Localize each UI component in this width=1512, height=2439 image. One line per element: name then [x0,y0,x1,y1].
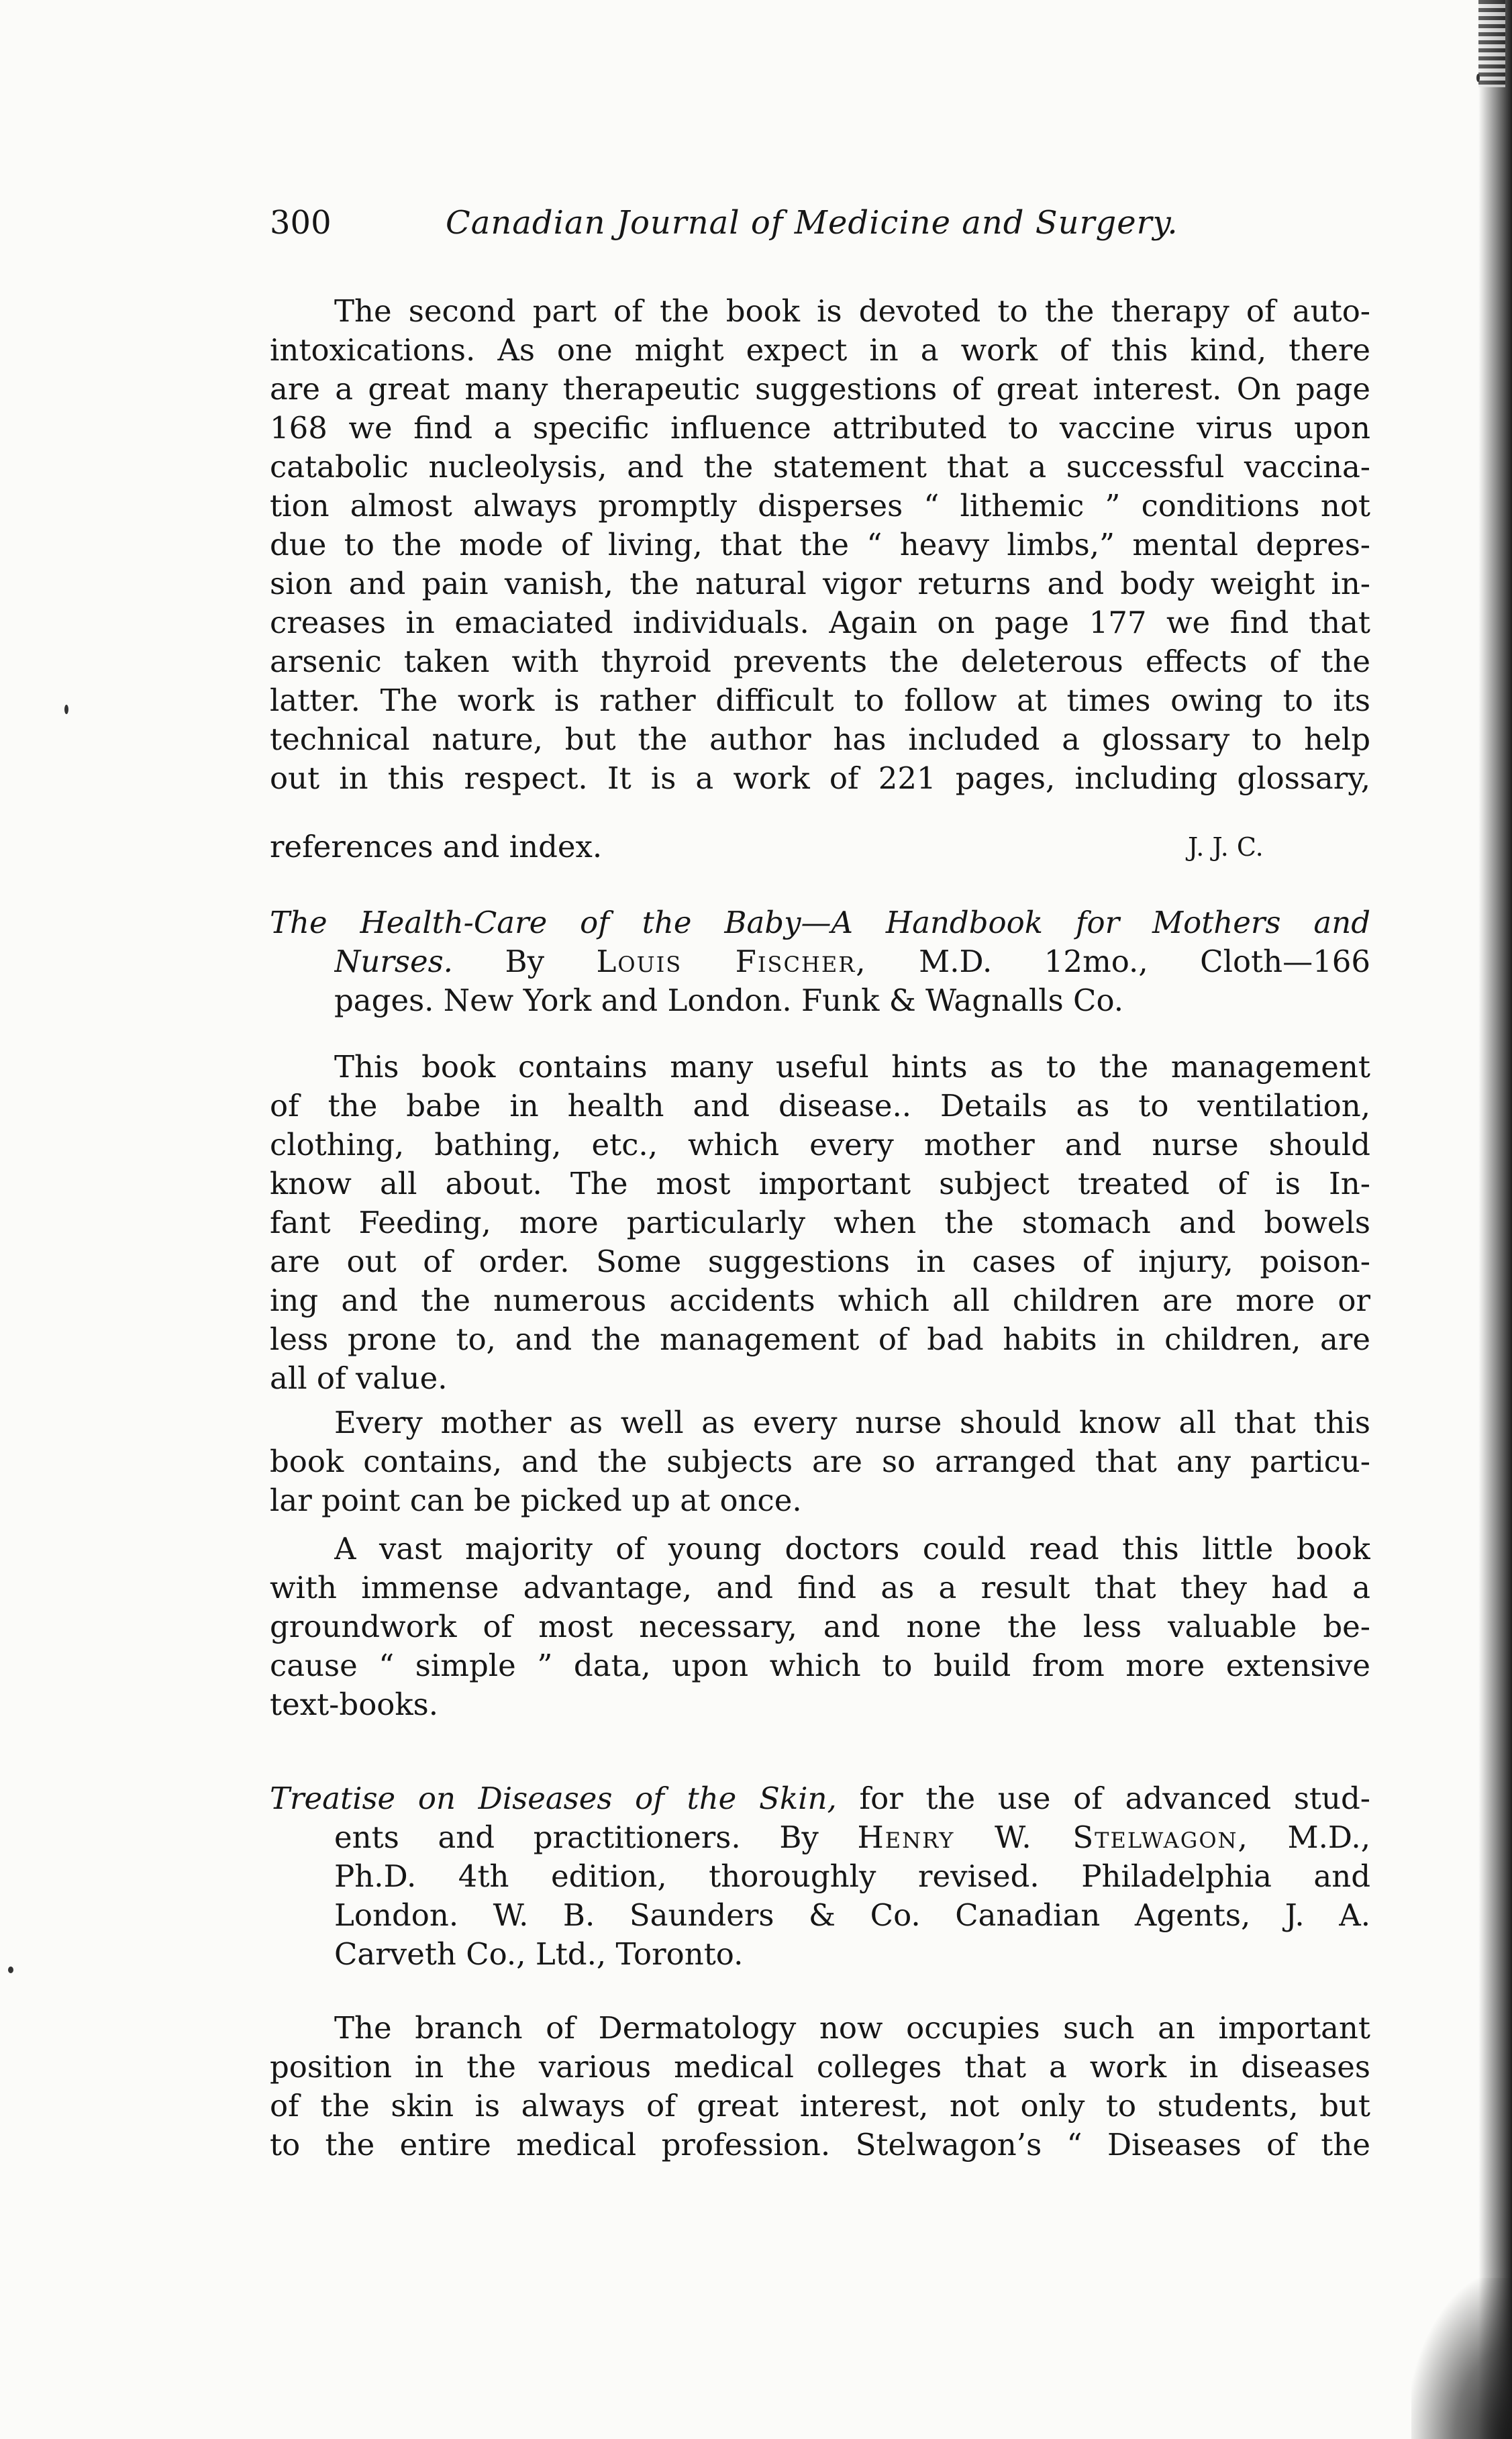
book-subtitle: for the use of advanced stud- [859,1781,1370,1816]
text-line: all of value. [270,1360,448,1396]
text-line: position in the various medical colleges that a work in diseases [270,2049,1370,2085]
text-line: technical nature, but the author has included a glossary to help [270,721,1370,757]
text-line: text-books. [270,1687,439,1722]
book-details: M.D. 12mo., Cloth—166 [919,944,1370,979]
text-line: This book contains many useful hints as to the management [334,1049,1370,1085]
page-edge-shadow [1478,0,1512,2439]
running-header [270,196,1209,250]
text-line: A vast majority of young doctors could read this little book [334,1531,1370,1566]
text-line: out in this respect. It is a work of 221 pages, including glossary, [270,760,1370,796]
book-citation-line [334,942,1370,982]
text-line: The second part of the book is devoted to the therapy of auto- [334,293,1370,329]
scan-speck [64,705,68,714]
text-line: book contains, and the subjects are so arranged that any particu- [270,1444,1370,1479]
text-line: intoxications. As one might expect in a work of this kind, there [270,332,1370,368]
text-line: 168 we find a specific influence attributed to vaccine virus upon [270,410,1370,446]
text-line: are a great many therapeutic suggestions of great interest. On page [270,371,1370,407]
text-line: are out of order. Some suggestions in cases of injury, poison- [270,1244,1370,1279]
text-line: creases in emaciated individuals. Again on page 177 we find that [270,605,1370,640]
book-publisher: London. W. B. Saunders & Co. Canadian Agents, J. A. [334,1897,1370,1933]
text-line: clothing, bathing, etc., which every mother and nurse should [270,1127,1370,1162]
text-line: The branch of Dermatology now occupies such an important [334,2010,1370,2046]
text-line: know all about. The most important subject treated of is In- [270,1166,1370,1201]
text-line: Every mother as well as every nurse should know all that this [334,1405,1370,1440]
text-line: references and index. [270,829,603,864]
text-line: of the skin is always of great interest, not only to students, but [270,2088,1370,2124]
author-name: Henry W. Stelwagon, [857,1820,1249,1855]
page-edge-top-artifact [1478,0,1505,87]
text-line: lar point can be picked up at once. [270,1483,802,1518]
text-line: latter. The work is rather difficult to follow at times owing to its [270,683,1370,718]
text-line: cause “ simple ” data, upon which to build from more extensive [270,1648,1370,1683]
book-title: Treatise on Diseases of the Skin, [270,1781,837,1816]
book-agents: Carveth Co., Ltd., Toronto. [334,1936,744,1972]
text-line: tion almost always promptly disperses “ lithemic ” conditions not [270,488,1370,524]
reviewer-initials: J. J. C. [1188,832,1264,862]
text-line: arsenic taken with thyroid prevents the deleterous effects of the [270,644,1370,679]
book-subtitle-continued: ents and practitioners. [334,1820,741,1855]
text-line: of the babe in health and disease.. Details as to ventilation, [270,1088,1370,1124]
book-citation-line [334,1818,1370,1858]
running-title: Canadian Journal of Medicine and Surgery. [446,204,1178,242]
book-publisher: pages. New York and London. Funk & Wagnalls Co. [334,983,1124,1018]
book-title-continued: Nurses. [334,944,453,979]
text-line: with immense advantage, and find as a result that they had a [270,1570,1370,1605]
author-degree: M.D., [1287,1820,1370,1855]
text-line: sion and pain vanish, the natural vigor returns and body weight in- [270,566,1370,601]
text-line: groundwork of most necessary, and none the less valuable be- [270,1609,1370,1644]
author-name: Louis Fischer, [596,944,867,979]
book-title: The Health-Care of the Baby—A Handbook for Mothers and [270,905,1370,940]
page-edge-bottom-artifact [1411,2278,1512,2439]
book-citation-line [270,1779,1370,1819]
text-line: ing and the numerous accidents which all children are more or [270,1283,1370,1318]
by-label: By [779,1820,819,1855]
scan-speck [1476,74,1480,82]
book-edition: Ph.D. 4th edition, thoroughly revised. Philadelphia and [334,1858,1370,1894]
page-number: 300 [270,204,332,242]
text-line: due to the mode of living, that the “ heavy limbs,” mental depres- [270,527,1370,562]
text-line: less prone to, and the management of bad habits in children, are [270,1322,1370,1357]
scan-speck [8,1967,13,1973]
text-line: catabolic nucleolysis, and the statement that a successful vaccina- [270,449,1370,485]
text-line: to the entire medical profession. Stelwagon’s “ Diseases of the [270,2127,1370,2162]
text-line: fant Feeding, more particularly when the stomach and bowels [270,1205,1370,1240]
by-label: By [505,944,545,979]
